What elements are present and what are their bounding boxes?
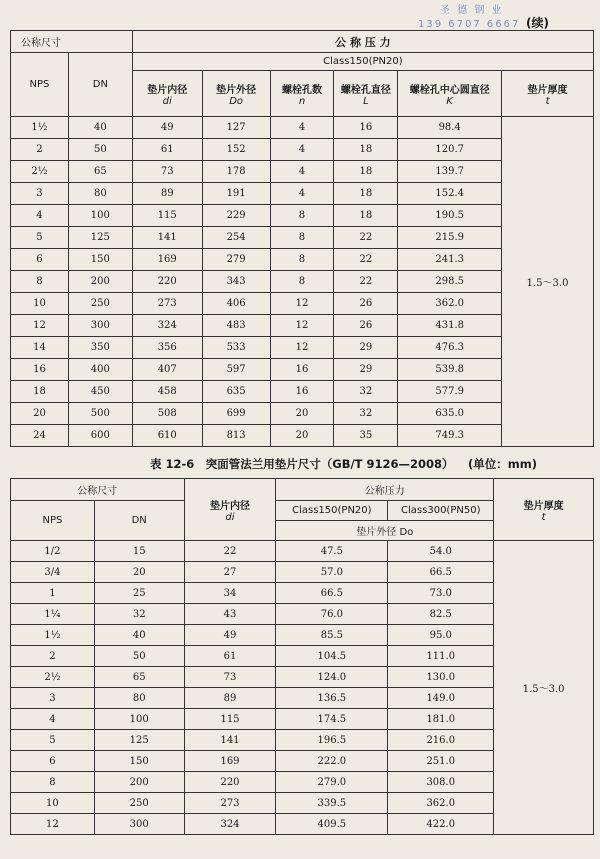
t1-cell: 324 [132, 315, 202, 337]
t2-cell: 181.0 [388, 709, 494, 730]
t2-cell: 251.0 [388, 751, 494, 772]
t1-cell: 8 [270, 249, 334, 271]
t2-thickness-header: 垫片厚度 t [494, 479, 594, 541]
t1-cell: 458 [132, 381, 202, 403]
t2-cell: 1 [11, 583, 95, 604]
t2-cell: 130.0 [388, 667, 494, 688]
t2-cell: 124.0 [276, 667, 388, 688]
t1-cell: 600 [68, 425, 132, 447]
t1-cell: 14 [11, 337, 69, 359]
t1-cell: 169 [132, 249, 202, 271]
t1-cell: 4 [270, 139, 334, 161]
t1-cell: 12 [270, 337, 334, 359]
t1-cell: 298.5 [398, 271, 502, 293]
t2-cell: 324 [184, 814, 276, 835]
t2-inner-dia-header: 垫片内径 di [184, 479, 276, 541]
t2-cell: 5 [11, 730, 95, 751]
t1-cell: 699 [202, 403, 270, 425]
t1-cell: 152 [202, 139, 270, 161]
t2-cell: 65 [94, 667, 184, 688]
t1-cell: 279 [202, 249, 270, 271]
t1-cell: 139.7 [398, 161, 502, 183]
t2-cell: 1¼ [11, 604, 95, 625]
t2-cell: 216.0 [388, 730, 494, 751]
t2-cell: 339.5 [276, 793, 388, 814]
t2-cell: 196.5 [276, 730, 388, 751]
t1-cell: 300 [68, 315, 132, 337]
caption-title: 表 12-6 突面管法兰用垫片尺寸（GB/T 9126—2008） [150, 457, 454, 471]
t1-dn-header: DN [68, 53, 132, 117]
t2-cell: 3/4 [11, 562, 95, 583]
t1-bolt-circle-header: 螺栓孔中心圆直径 K [398, 71, 502, 117]
t1-cell: 220 [132, 271, 202, 293]
t2-cell: 2 [11, 646, 95, 667]
t1-cell: 22 [334, 249, 398, 271]
watermark-line2: 139 6707 6667 [418, 19, 521, 30]
t1-cell: 215.9 [398, 227, 502, 249]
watermark [418, 4, 538, 32]
t1-cell: 18 [334, 161, 398, 183]
t1-cell: 2½ [11, 161, 69, 183]
t2-cell: 220 [184, 772, 276, 793]
t1-cell: 483 [202, 315, 270, 337]
t1-cell: 273 [132, 293, 202, 315]
t1-cell: 343 [202, 271, 270, 293]
t1-cell: 73 [132, 161, 202, 183]
t1-cell: 125 [68, 227, 132, 249]
t1-cell: 61 [132, 139, 202, 161]
t1-cell: 10 [11, 293, 69, 315]
t2-cell: 362.0 [388, 793, 494, 814]
continued-label: (续) [526, 16, 549, 30]
t2-class300-header: Class300(PN50) [388, 501, 494, 521]
t1-cell: 450 [68, 381, 132, 403]
t1-cell: 16 [270, 381, 334, 403]
t1-cell: 350 [68, 337, 132, 359]
t1-cell: 8 [11, 271, 69, 293]
t2-cell: 95.0 [388, 625, 494, 646]
t1-cell: 8 [270, 227, 334, 249]
t1-cell: 29 [334, 359, 398, 381]
t1-cell: 241.3 [398, 249, 502, 271]
t1-cell: 362.0 [398, 293, 502, 315]
t1-cell: 191 [202, 183, 270, 205]
t1-cell: 49 [132, 117, 202, 139]
t2-cell: 20 [94, 562, 184, 583]
t1-cell: 26 [334, 315, 398, 337]
t2-cell: 104.5 [276, 646, 388, 667]
t2-nominal-pressure: 公称压力 [276, 479, 494, 501]
t2-cell: 25 [94, 583, 184, 604]
t2-cell: 1½ [11, 625, 95, 646]
t2-cell: 422.0 [388, 814, 494, 835]
t2-cell: 85.5 [276, 625, 388, 646]
t1-cell: 5 [11, 227, 69, 249]
t2-cell: 200 [94, 772, 184, 793]
t2-cell: 50 [94, 646, 184, 667]
caption-unit: (单位：mm) [468, 457, 537, 471]
t1-cell: 610 [132, 425, 202, 447]
t1-cell: 98.4 [398, 117, 502, 139]
t1-outer-dia-header: 垫片外径 Do [202, 71, 270, 117]
t2-cell: 300 [94, 814, 184, 835]
t2-outer-dia-header: 垫片外径 Do [276, 521, 494, 541]
t1-cell: 127 [202, 117, 270, 139]
table-row [11, 117, 594, 139]
t1-cell: 476.3 [398, 337, 502, 359]
t1-cell: 2 [11, 139, 69, 161]
t1-class-label: Class150(PN20) [132, 53, 593, 71]
t2-cell: 57.0 [276, 562, 388, 583]
t2-cell: 34 [184, 583, 276, 604]
t1-cell: 20 [11, 403, 69, 425]
t1-cell: 3 [11, 183, 69, 205]
t1-cell: 80 [68, 183, 132, 205]
t1-cell: 18 [334, 139, 398, 161]
t1-cell: 152.4 [398, 183, 502, 205]
t1-cell: 190.5 [398, 205, 502, 227]
table-class150-continued [10, 30, 594, 447]
t1-cell: 18 [334, 205, 398, 227]
t2-nominal-size: 公称尺寸 [11, 479, 185, 501]
t1-cell: 229 [202, 205, 270, 227]
t2-cell: 6 [11, 751, 95, 772]
t1-cell: 6 [11, 249, 69, 271]
t1-cell: 20 [270, 403, 334, 425]
t2-cell: 15 [94, 541, 184, 562]
t2-cell: 61 [184, 646, 276, 667]
t1-cell: 356 [132, 337, 202, 359]
t1-nominal-size: 公称尺寸 [11, 31, 133, 53]
t2-cell: 27 [184, 562, 276, 583]
t1-cell: 120.7 [398, 139, 502, 161]
t1-cell: 400 [68, 359, 132, 381]
t2-cell: 49 [184, 625, 276, 646]
t1-cell: 813 [202, 425, 270, 447]
t2-cell: 22 [184, 541, 276, 562]
t1-cell: 50 [68, 139, 132, 161]
t1-cell: 12 [11, 315, 69, 337]
t1-cell: 597 [202, 359, 270, 381]
t1-inner-dia-header: 垫片内径 di [132, 71, 202, 117]
t2-thickness-value: 1.5～3.0 [494, 541, 594, 835]
t1-cell: 100 [68, 205, 132, 227]
t1-cell: 4 [270, 183, 334, 205]
t1-cell: 8 [270, 205, 334, 227]
t1-cell: 250 [68, 293, 132, 315]
t2-cell: 250 [94, 793, 184, 814]
t2-cell: 141 [184, 730, 276, 751]
t2-cell: 273 [184, 793, 276, 814]
t1-cell: 29 [334, 337, 398, 359]
t2-dn-header: DN [94, 501, 184, 541]
t1-cell: 4 [270, 117, 334, 139]
t2-cell: 150 [94, 751, 184, 772]
t2-cell: 279.0 [276, 772, 388, 793]
t2-cell: 409.5 [276, 814, 388, 835]
t1-cell: 500 [68, 403, 132, 425]
t2-cell: 89 [184, 688, 276, 709]
t2-cell: 32 [94, 604, 184, 625]
t1-cell: 577.9 [398, 381, 502, 403]
t1-cell: 8 [270, 271, 334, 293]
t1-cell: 431.8 [398, 315, 502, 337]
t2-cell: 82.5 [388, 604, 494, 625]
t1-cell: 18 [334, 183, 398, 205]
table-row [11, 541, 594, 562]
t1-cell: 22 [334, 271, 398, 293]
t2-cell: 8 [11, 772, 95, 793]
t2-cell: 2½ [11, 667, 95, 688]
t2-cell: 10 [11, 793, 95, 814]
t1-cell: 35 [334, 425, 398, 447]
t2-cell: 222.0 [276, 751, 388, 772]
t2-cell: 12 [11, 814, 95, 835]
t2-cell: 66.5 [276, 583, 388, 604]
t2-cell: 73 [184, 667, 276, 688]
t1-cell: 89 [132, 183, 202, 205]
t2-cell: 169 [184, 751, 276, 772]
t2-cell: 308.0 [388, 772, 494, 793]
t1-nps-header: NPS [11, 53, 69, 117]
t1-thickness-header: 垫片厚度 t [502, 71, 594, 117]
t1-cell: 635 [202, 381, 270, 403]
t1-cell: 32 [334, 403, 398, 425]
t1-cell: 20 [270, 425, 334, 447]
t1-cell: 539.8 [398, 359, 502, 381]
t2-cell: 80 [94, 688, 184, 709]
t2-cell: 76.0 [276, 604, 388, 625]
t2-cell: 174.5 [276, 709, 388, 730]
t1-cell: 407 [132, 359, 202, 381]
t2-cell: 66.5 [388, 562, 494, 583]
t2-cell: 73.0 [388, 583, 494, 604]
t1-cell: 141 [132, 227, 202, 249]
t2-cell: 149.0 [388, 688, 494, 709]
t1-cell: 533 [202, 337, 270, 359]
t1-bolt-dia-header: 螺栓孔直径 L [334, 71, 398, 117]
t1-cell: 12 [270, 315, 334, 337]
t2-cell: 136.5 [276, 688, 388, 709]
t1-cell: 16 [11, 359, 69, 381]
t1-cell: 22 [334, 227, 398, 249]
t1-cell: 178 [202, 161, 270, 183]
t1-cell: 1½ [11, 117, 69, 139]
t1-thickness-value: 1.5～3.0 [502, 117, 594, 447]
t1-cell: 4 [270, 161, 334, 183]
t1-cell: 200 [68, 271, 132, 293]
t1-cell: 749.3 [398, 425, 502, 447]
t2-body [11, 541, 594, 835]
t1-cell: 150 [68, 249, 132, 271]
t2-cell: 125 [94, 730, 184, 751]
t1-nominal-pressure: 公 称 压 力 [132, 31, 593, 53]
t2-cell: 4 [11, 709, 95, 730]
watermark-line1: 圣 德 钢 业 [440, 5, 504, 16]
t1-cell: 635.0 [398, 403, 502, 425]
t1-cell: 24 [11, 425, 69, 447]
t2-nps-header: NPS [11, 501, 95, 541]
t1-bolt-count-header: 螺栓孔数 n [270, 71, 334, 117]
t2-cell: 3 [11, 688, 95, 709]
t1-cell: 12 [270, 293, 334, 315]
t1-cell: 254 [202, 227, 270, 249]
t1-cell: 16 [270, 359, 334, 381]
t1-cell: 18 [11, 381, 69, 403]
t2-cell: 1/2 [11, 541, 95, 562]
t1-cell: 40 [68, 117, 132, 139]
t2-cell: 111.0 [388, 646, 494, 667]
t2-cell: 54.0 [388, 541, 494, 562]
t2-cell: 100 [94, 709, 184, 730]
table-12-6 [10, 478, 594, 835]
t1-cell: 16 [334, 117, 398, 139]
t1-cell: 65 [68, 161, 132, 183]
t1-cell: 406 [202, 293, 270, 315]
t1-cell: 115 [132, 205, 202, 227]
t2-class150-header: Class150(PN20) [276, 501, 388, 521]
t1-body [11, 117, 594, 447]
t2-cell: 43 [184, 604, 276, 625]
t2-cell: 40 [94, 625, 184, 646]
t1-cell: 32 [334, 381, 398, 403]
t1-cell: 508 [132, 403, 202, 425]
t2-cell: 115 [184, 709, 276, 730]
t1-cell: 4 [11, 205, 69, 227]
t1-cell: 26 [334, 293, 398, 315]
t2-cell: 47.5 [276, 541, 388, 562]
